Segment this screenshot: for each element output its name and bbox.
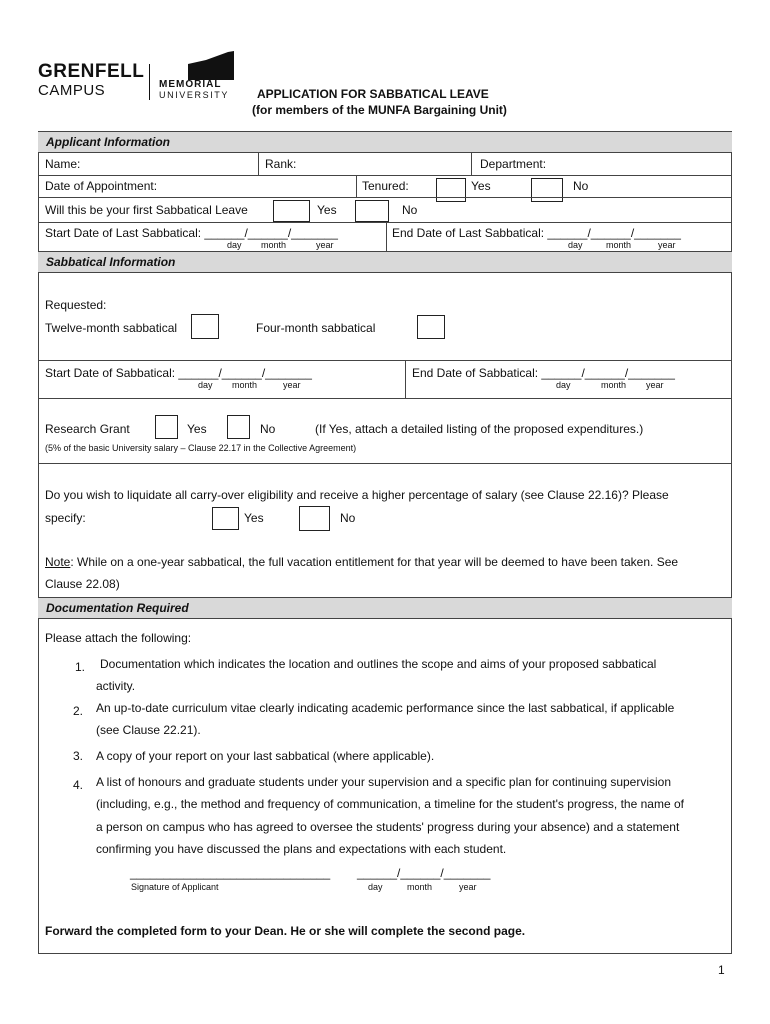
documentation-section-title: Documentation Required: [46, 601, 189, 615]
four-month-checkbox[interactable]: [417, 315, 445, 339]
note-text: : While on a one-year sabbatical, the full vacation entitlement for that year will be deemed to have been taken. See: [70, 555, 679, 569]
twelve-month-checkbox[interactable]: [191, 314, 219, 339]
logo-campus-text: CAMPUS: [38, 82, 106, 99]
first-sabbatical-yes-checkbox[interactable]: [273, 200, 310, 222]
logo-divider: [149, 64, 150, 100]
row-divider: [38, 197, 732, 198]
applicant-section-title: Applicant Information: [46, 135, 170, 149]
liquidate-no-label: No: [340, 511, 356, 525]
memorial-logo: [159, 79, 229, 100]
note-paragraph: [45, 555, 678, 569]
divider: [356, 175, 357, 197]
logo-grenfell-text: GRENFELL: [38, 61, 145, 82]
requested-label: Requested:: [45, 298, 107, 312]
name-label: Name:: [45, 157, 81, 171]
month-hint: month: [261, 240, 287, 250]
documentation-intro: Please attach the following:: [45, 631, 192, 645]
liquidate-yes-checkbox[interactable]: [212, 507, 239, 530]
note-text-line-2: Clause 22.08): [45, 577, 120, 591]
doc-item-number: 3.: [73, 749, 84, 763]
year-hint: year: [459, 882, 477, 892]
twelve-month-label: Twelve-month sabbatical: [45, 321, 178, 335]
tenured-yes-checkbox[interactable]: [436, 178, 466, 202]
year-hint: year: [316, 240, 334, 250]
research-grant-clause: (5% of the basic University salary – Clause 22.17 in the Collective Agreement): [45, 443, 357, 453]
month-hint: month: [601, 380, 627, 390]
liquidate-yes-label: Yes: [244, 511, 264, 525]
tenured-no-checkbox[interactable]: [531, 178, 563, 202]
month-hint: month: [606, 240, 632, 250]
documentation-section-header: [38, 597, 732, 619]
day-hint: day: [556, 380, 571, 390]
doc-item-text: Documentation which indicates the location and outlines the scope and aims of your proposed sabbatical: [100, 657, 657, 671]
tenured-yes-label: Yes: [471, 179, 491, 193]
divider: [471, 153, 472, 175]
doc-item-text: A copy of your report on your last sabbatical (where applicable).: [96, 749, 435, 763]
signature-field[interactable]: ______________________________: [130, 866, 331, 880]
tenured-no-label: No: [573, 179, 589, 193]
signature-label: Signature of Applicant: [131, 882, 219, 892]
doc-item-text: (see Clause 22.21).: [96, 723, 201, 737]
start-sabbatical-field[interactable]: Start Date of Sabbatical: ______/______/_______: [45, 366, 312, 380]
row-divider: [38, 463, 732, 464]
start-last-sabbatical-field[interactable]: Start Date of Last Sabbatical: ______/______/_______: [45, 226, 338, 240]
day-hint: day: [368, 882, 383, 892]
day-hint: day: [227, 240, 242, 250]
doc-item-text: An up-to-date curriculum vitae clearly indicating academic performance since the last sabbatical, if applicable: [96, 701, 675, 715]
first-sabbatical-no-label: No: [402, 203, 418, 217]
department-label: Department:: [480, 157, 547, 171]
year-hint: year: [646, 380, 664, 390]
end-last-sabbatical-field[interactable]: End Date of Last Sabbatical: ______/______/_______: [392, 226, 681, 240]
doc-item-text: (including, e.g., the method and frequency of communication, a timeline for the student's progress, the name of: [96, 797, 684, 811]
logo-university-text: UNIVERSITY: [159, 90, 230, 100]
first-sabbatical-label: Will this be your first Sabbatical Leave: [45, 203, 248, 217]
research-grant-no-checkbox[interactable]: [227, 415, 250, 439]
research-grant-note: (If Yes, attach a detailed listing of the proposed expenditures.): [315, 422, 644, 436]
sabbatical-section-title: Sabbatical Information: [46, 255, 176, 269]
signature-date-field[interactable]: ______/______/_______: [357, 866, 491, 880]
divider: [386, 222, 387, 251]
doc-item-text: confirming you have discussed the plans and expectations with each student.: [96, 842, 507, 856]
doc-item-text: A list of honours and graduate students under your supervision and a specific plan for continuing supervision: [96, 775, 672, 789]
doc-item-number: 1.: [75, 660, 86, 674]
day-hint: day: [198, 380, 213, 390]
first-sabbatical-yes-label: Yes: [317, 203, 337, 217]
first-sabbatical-no-checkbox[interactable]: [355, 200, 389, 222]
liquidate-no-checkbox[interactable]: [299, 506, 330, 531]
four-month-label: Four-month sabbatical: [256, 321, 376, 335]
month-hint: month: [407, 882, 433, 892]
row-divider: [38, 175, 732, 176]
tenured-label: Tenured:: [362, 179, 409, 193]
year-hint: year: [658, 240, 676, 250]
doc-item-text: activity.: [96, 679, 136, 693]
divider: [258, 153, 259, 175]
year-hint: year: [283, 380, 301, 390]
end-sabbatical-field[interactable]: End Date of Sabbatical: ______/______/_______: [412, 366, 675, 380]
applicant-section-header: [38, 131, 732, 153]
rank-label: Rank:: [265, 157, 297, 171]
note-label: Note: [45, 555, 71, 569]
day-hint: day: [568, 240, 583, 250]
research-grant-no-label: No: [260, 422, 276, 436]
row-divider: [38, 360, 732, 361]
page-number: 1: [718, 963, 725, 977]
research-grant-label: Research Grant: [45, 422, 130, 436]
sabbatical-section-header: [38, 251, 732, 273]
research-grant-yes-checkbox[interactable]: [155, 415, 178, 439]
memorial-logo-mark: [158, 50, 236, 80]
doc-item-number: 2.: [73, 704, 84, 718]
doc-item-number: 4.: [73, 778, 84, 792]
row-divider: [38, 398, 732, 399]
liquidate-question-line-1: Do you wish to liquidate all carry-over eligibility and receive a higher percentage of salary (see Clause 22.16)? Please: [45, 488, 669, 502]
doc-item-text: a person on campus who has agreed to oversee the students' progress during your absence) and a statement: [96, 820, 680, 834]
liquidate-question-line-2: specify:: [45, 511, 86, 525]
divider: [405, 360, 406, 398]
month-hint: month: [232, 380, 258, 390]
logo-memorial-text: MEMORIAL: [159, 79, 222, 90]
page-title: APPLICATION FOR SABBATICAL LEAVE: [257, 87, 489, 101]
forward-instruction: Forward the completed form to your Dean. He or she will complete the second page.: [45, 924, 526, 938]
research-grant-yes-label: Yes: [187, 422, 207, 436]
date-of-appointment-label: Date of Appointment:: [45, 179, 158, 193]
grenfell-logo: [38, 62, 144, 100]
row-divider: [38, 222, 732, 223]
page-subtitle: (for members of the MUNFA Bargaining Unit): [252, 103, 507, 117]
